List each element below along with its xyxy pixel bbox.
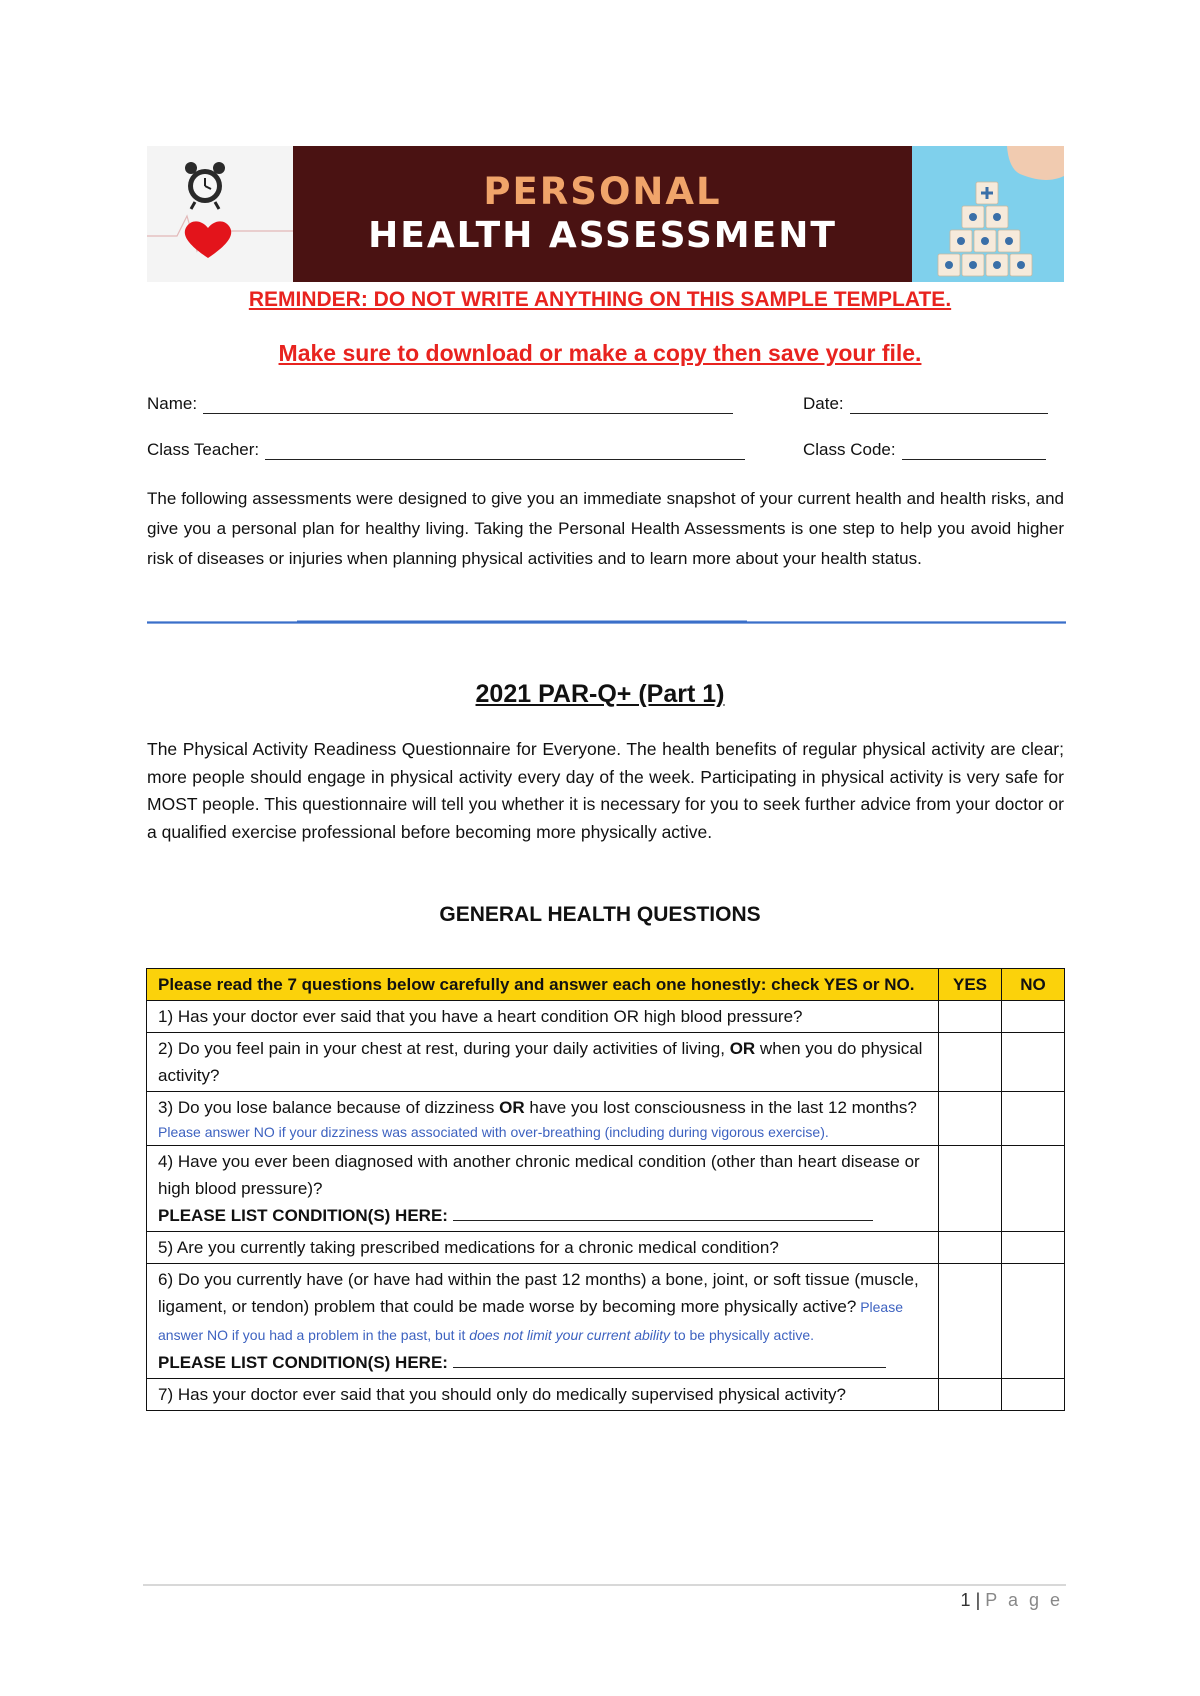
general-health-heading: GENERAL HEALTH QUESTIONS	[439, 903, 761, 926]
q6-note: Please answer NO if you had a problem in the past, but it	[158, 1299, 904, 1343]
medical-blocks-illustration	[912, 146, 1064, 282]
date-label: Date:	[803, 394, 844, 413]
q3-note: Please answer NO if your dizziness was associated with over-breathing (including during vigorous exercise).	[158, 1124, 829, 1140]
q6-note-italic: does not limit your current ability	[469, 1327, 671, 1343]
page-separator: |	[975, 1590, 981, 1610]
class-code-label: Class Code:	[803, 440, 896, 459]
question-7	[147, 1379, 939, 1411]
question-text: Has your doctor ever said that you have a heart condition OR high blood pressure?	[173, 1007, 803, 1026]
teacher-field	[147, 440, 745, 460]
q7-yes-checkbox[interactable]	[939, 1379, 1002, 1411]
date-field	[803, 394, 1048, 414]
section-divider	[147, 620, 1066, 624]
question-row-2	[147, 1033, 1065, 1092]
question-row-6	[147, 1264, 1065, 1379]
name-date-row	[147, 394, 1064, 418]
q2-no-checkbox[interactable]	[1002, 1033, 1065, 1092]
q4-yes-checkbox[interactable]	[939, 1146, 1002, 1232]
question-text-cont: when you do physical activity?	[158, 1039, 923, 1085]
table-header-instructions: Please read the 7 questions below carefully and answer each one honestly: check YES or NO.	[147, 969, 939, 1001]
question-row-1	[147, 1001, 1065, 1033]
parq-description: The Physical Activity Readiness Questionnaire for Everyone. The health benefits of regular physical activity are clear; more people should engage in physical activity every day of the week. Participating in physical activity is very safe for MOST people. This questionnaire will tell you whether it is necessary for you to seek further advice from your doctor or a qualified exercise professional before becoming more physically active.	[147, 739, 1064, 842]
question-6	[147, 1264, 939, 1379]
banner-title-line1: PERSONAL	[483, 170, 722, 213]
question-text: Do you lose balance because of dizziness	[173, 1098, 500, 1117]
list-condition-label: PLEASE LIST CONDITION(S) HERE:	[158, 1206, 448, 1225]
or-keyword: OR	[729, 1039, 756, 1058]
question-text: Are you currently taking prescribed medications for a chronic medical condition?	[173, 1238, 779, 1257]
reminder-line-1: REMINDER: DO NOT WRITE ANYTHING ON THIS SAMPLE TEMPLATE.	[248, 288, 952, 311]
clock-heart-illustration	[147, 146, 293, 282]
page-word: P a g e	[985, 1590, 1063, 1610]
condition-input-line[interactable]	[453, 1349, 886, 1368]
banner-title-line2: HEALTH ASSESSMENT	[368, 215, 837, 256]
name-label: Name:	[147, 394, 198, 413]
question-3	[147, 1092, 939, 1146]
q7-no-checkbox[interactable]	[1002, 1379, 1065, 1411]
question-2	[147, 1033, 939, 1092]
page-number: 1	[960, 1590, 971, 1610]
clock-heart-image	[147, 146, 293, 282]
question-text: Has your doctor ever said that you should only do medically supervised physical activity?	[173, 1385, 846, 1404]
q6-note-end: to be physically active.	[670, 1327, 815, 1343]
intro-paragraph: The following assessments were designed to give you an immediate snapshot of your current health and health risks, and give you a personal plan for healthy living. Taking the Personal Health Assessments is one step to help you avoid higher risk of diseases or injuries when planning physical activities and to learn more about your health status.	[147, 489, 1064, 568]
header-banner	[147, 146, 1064, 282]
question-text: Have you ever been diagnosed with another chronic medical condition (other than heart disease or high blood pressure)?	[158, 1152, 920, 1198]
condition-input-line[interactable]	[453, 1202, 873, 1221]
list-condition-label: PLEASE LIST CONDITION(S) HERE:	[158, 1353, 448, 1372]
q5-no-checkbox[interactable]	[1002, 1232, 1065, 1264]
question-5	[147, 1232, 939, 1264]
parq-heading: 2021 PAR-Q+ (Part 1)	[475, 680, 725, 708]
health-questions-table	[146, 968, 1065, 1411]
q4-no-checkbox[interactable]	[1002, 1146, 1065, 1232]
reminder-line-2: Make sure to download or make a copy then save your file.	[278, 340, 922, 366]
yes-column-header: YES	[939, 969, 1002, 1001]
question-text: Do you feel pain in your chest at rest, during your daily activities of living,	[173, 1039, 730, 1058]
teacher-label: Class Teacher:	[147, 440, 260, 459]
name-input-line[interactable]	[203, 395, 733, 414]
q6-yes-checkbox[interactable]	[939, 1264, 1002, 1379]
question-number: 4)	[158, 1152, 174, 1171]
question-row-7	[147, 1379, 1065, 1411]
q2-yes-checkbox[interactable]	[939, 1033, 1002, 1092]
question-row-5	[147, 1232, 1065, 1264]
or-keyword: OR	[499, 1098, 525, 1117]
class-code-input-line[interactable]	[902, 441, 1046, 460]
no-column-header: NO	[1002, 969, 1065, 1001]
question-number: 6)	[158, 1270, 174, 1289]
footer-rule	[143, 1584, 1066, 1586]
question-number: 1)	[158, 1007, 174, 1026]
q1-no-checkbox[interactable]	[1002, 1001, 1065, 1033]
question-row-4	[147, 1146, 1065, 1232]
question-4	[147, 1146, 939, 1232]
question-text: Do you currently have (or have had within the past 12 months) a bone, joint, or soft tissue (muscle, ligament, or tendon) problem that could be made worse by becoming more physically active?	[158, 1270, 919, 1316]
class-code-field	[803, 440, 1046, 460]
name-field	[147, 394, 733, 414]
banner-title	[293, 146, 912, 282]
table-header-row	[147, 969, 1065, 1001]
teacher-code-row	[147, 440, 1064, 464]
question-number: 2)	[158, 1039, 174, 1058]
q3-no-checkbox[interactable]	[1002, 1092, 1065, 1146]
teacher-input-line[interactable]	[265, 441, 745, 460]
question-text-cont: have you lost consciousness in the last 12 months?	[524, 1098, 917, 1117]
q3-yes-checkbox[interactable]	[939, 1092, 1002, 1146]
medical-blocks-image	[912, 146, 1064, 282]
question-number: 5)	[158, 1238, 174, 1257]
date-input-line[interactable]	[850, 395, 1048, 414]
question-number: 7)	[158, 1385, 174, 1404]
q1-yes-checkbox[interactable]	[939, 1001, 1002, 1033]
q6-no-checkbox[interactable]	[1002, 1264, 1065, 1379]
page-footer	[961, 1590, 1063, 1611]
q5-yes-checkbox[interactable]	[939, 1232, 1002, 1264]
question-1	[147, 1001, 939, 1033]
question-number: 3)	[158, 1098, 174, 1117]
question-row-3	[147, 1092, 1065, 1146]
